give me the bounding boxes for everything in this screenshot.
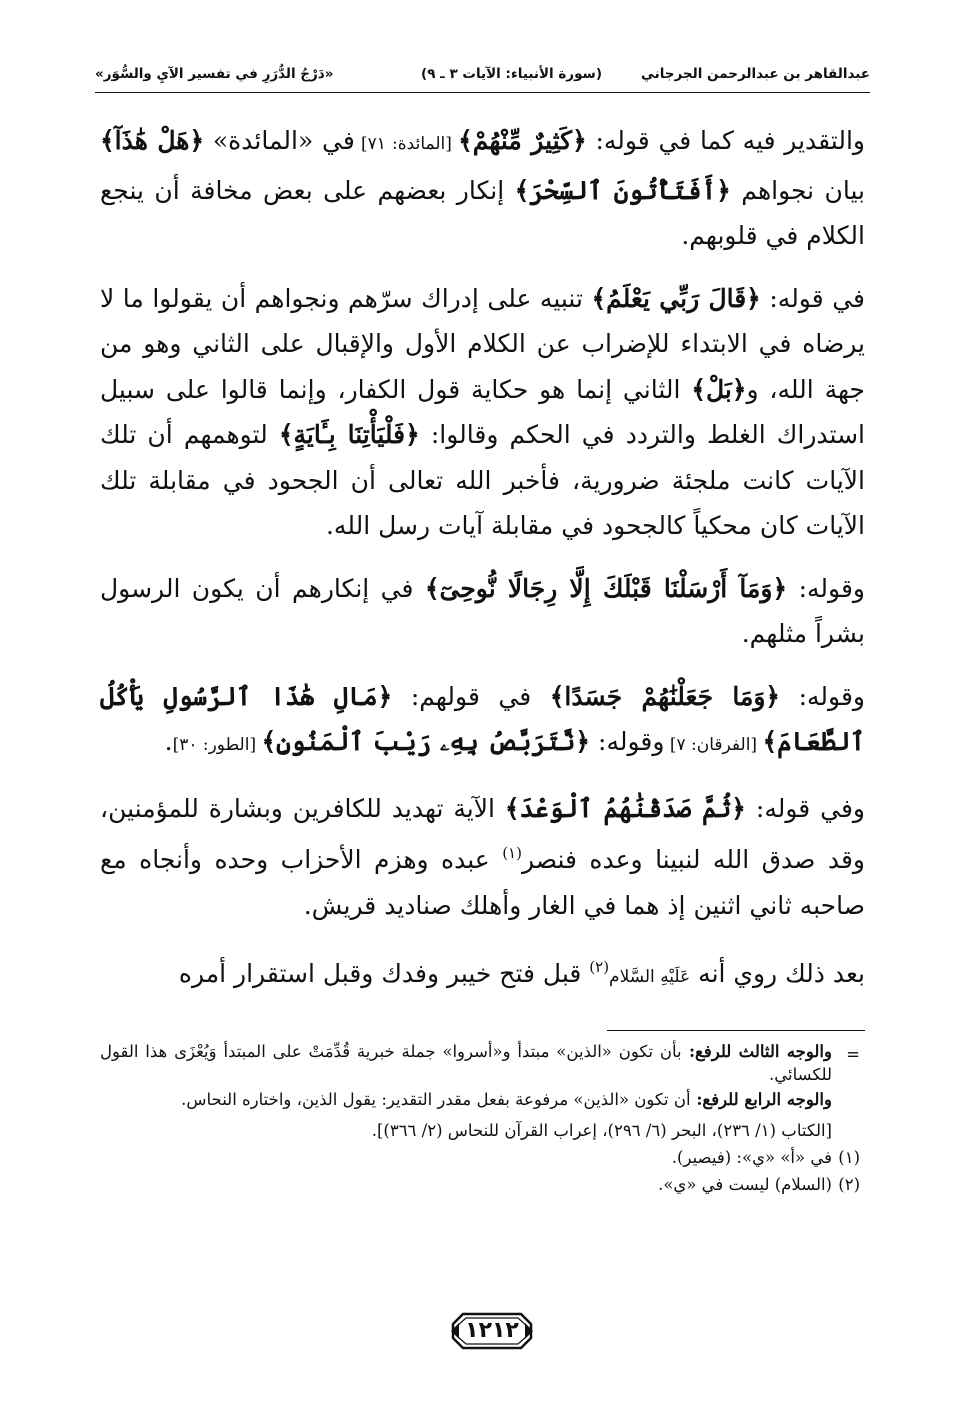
paragraph (100, 566, 865, 657)
footnote-text: في «أ» «ي»: (فيصير). (671, 1148, 832, 1167)
text-run: الآية تهديد للكافرين وبشارة للمؤمنين، وقد صدق الله لنبينا وعده فنصر (100, 793, 865, 874)
quran-quote: ﴿وَمَا جَعَلْنَٰهُمْ جَسَدًا﴾ (549, 681, 781, 711)
text-run: تنبيه على إدراك سرّهم ونجواهم أن يقولوا ما لا يرضاه في الابتداء للإضراب عن الكلام الأول والإقبال على الثاني وهو من جهة الله، و (100, 283, 865, 404)
footnote-text: بأن تكون «الذين» مبتدأ و«أسروا» جملة خبرية قُدِّمَتْ على المبتدأ وَيُعْزَى هذا القول للكسائي. (100, 1042, 832, 1084)
text-run: عبده وهزم الأحزاب وحده وأنجاه مع صاحبه ثاني اثنين إذ هما في الغار وأهلك صناديد قريش. (100, 845, 865, 920)
footnote-marker[interactable]: (١) (502, 844, 522, 862)
footnote-number: (١) (838, 1148, 860, 1167)
header-author: عبدالقاهر بن عبدالرحمن الجرجاني (641, 66, 870, 82)
paragraph (100, 945, 865, 1001)
paragraph (100, 276, 865, 549)
footnote-sources: [الكتاب (١/ ٢٣٦)، البحر (٦/ ٢٩٦)، إعراب القرآن للنحاس (٢/ ٣٦٦)]. (371, 1121, 832, 1140)
quran-quote: ﴿كَثِيرٌ مِّنْهُمْ﴾ (458, 126, 587, 155)
page-number (451, 1312, 533, 1350)
footnote-item (100, 1173, 860, 1196)
continuation-mark: = (846, 1045, 860, 1064)
main-text (100, 118, 865, 1018)
page-number-text: ١٢١٢ (465, 1318, 519, 1343)
text-run: في إنكارهم أن يكون الرسول بشراً مثلهم. (100, 573, 865, 648)
text-run: وقوله: (590, 727, 665, 756)
footnote-continuation (100, 1040, 860, 1111)
quran-quote: ﴿مَالِ هَٰذَا ٱلرَّسُولِ يَأْكُلُ ٱلطَّعَامَ﴾ (100, 681, 865, 756)
text-run: بيان نجواهم (730, 175, 865, 205)
text-run: وقوله: (787, 573, 865, 603)
header-surah-range: (سورة الأنبياء: الآيات ٣ ـ ٩) (421, 66, 602, 82)
running-header (95, 58, 870, 92)
text-run: وقوله: (780, 681, 865, 711)
footnote-paragraph (100, 1088, 832, 1111)
text-run: في قوله: (760, 283, 865, 313)
footnote-item (100, 1146, 860, 1169)
text-run: في قولهم: (392, 681, 550, 711)
verse-reference: [الفرقان: ٧] (664, 735, 763, 755)
text-run: قبل فتح خيبر وفدك وقبل استقرار أمره (178, 959, 590, 988)
paragraph (100, 674, 865, 769)
footnote-text: (السلام) ليست في «ي». (658, 1175, 832, 1194)
text-run: بعد ذلك روي أنه (690, 959, 865, 988)
text-run: . (164, 727, 173, 756)
footnotes (100, 1040, 860, 1196)
quran-quote: ﴿نَّتَرَبَّصُ بِهِۦ رَيْبَ ٱلْمَنُونِ﴾ (261, 727, 591, 756)
quran-quote: ﴿أَفَتَأْتُونَ ٱلسِّحْرَ﴾ (514, 175, 731, 205)
quran-quote: ﴿بَلْ﴾ (691, 374, 747, 404)
text-run: الثاني إنما هو حكاية قول الكفار، وإنما قالوا على سبيل استدراك الغلط والتردد في الحكم وقالوا: (100, 374, 865, 449)
footnote-label: والوجه الرابع للرفع: (690, 1090, 832, 1109)
quran-quote: ﴿فَلْيَأْتِنَا بِـَٔايَةٍ﴾ (278, 420, 420, 449)
footnote-number: (٢) (838, 1175, 860, 1194)
quran-quote: ﴿قَالَ رَبِّي يَعْلَمُ﴾ (591, 283, 761, 313)
footnote-paragraph (100, 1040, 832, 1086)
footnote-divider (607, 1030, 865, 1031)
text-run: لتوهمهم أن تلك الآيات كانت ملجئة ضرورية، فأخبر الله تعالى أن الجحود في مقابلة تلك الآيات كان محكياً كالجحود في مقابلة آيات رسل الله. (100, 420, 865, 540)
text-run: والتقدير فيه كما في قوله: (586, 126, 865, 155)
footnote-marker[interactable]: (٢) (589, 958, 610, 976)
text-run: إنكار بعضهم على بعض مخافة أن ينجع الكلام في قلوبهم. (100, 175, 865, 250)
verse-reference: [المائدة: ٧١] (354, 134, 459, 154)
quran-quote: ﴿ثُمَّ صَدَقْنَٰهُمُ ٱلْوَعْدَ﴾ (504, 793, 746, 823)
text-run: وفي قوله: (745, 793, 865, 823)
quran-quote: ﴿وَمَآ أَرْسَلْنَا قَبْلَكَ إِلَّا رِجَالًا نُّوحِىٓ﴾ (424, 573, 788, 603)
text-run: في «المائدة» (204, 126, 355, 155)
footnote-text: أن تكون «الذين» مرفوعة بفعل مقدر التقدير: يقول الذين، واختاره النحاس. (181, 1090, 691, 1109)
header-divider (95, 92, 870, 93)
footnote-label: والوجه الثالث للرفع: (681, 1042, 832, 1061)
verse-reference: [الطور: ٣٠] (172, 735, 262, 755)
quran-quote: ﴿هَلْ هَٰذَآ﴾ (100, 126, 205, 155)
salutation-glyph: عَلَيْهِ السَّلام (609, 967, 691, 987)
header-book-title: «دَرْجُ الدُّرَرِ في تفسير الآيِ والسُّوَر» (95, 66, 334, 82)
paragraph (100, 118, 865, 259)
paragraph (100, 786, 865, 929)
